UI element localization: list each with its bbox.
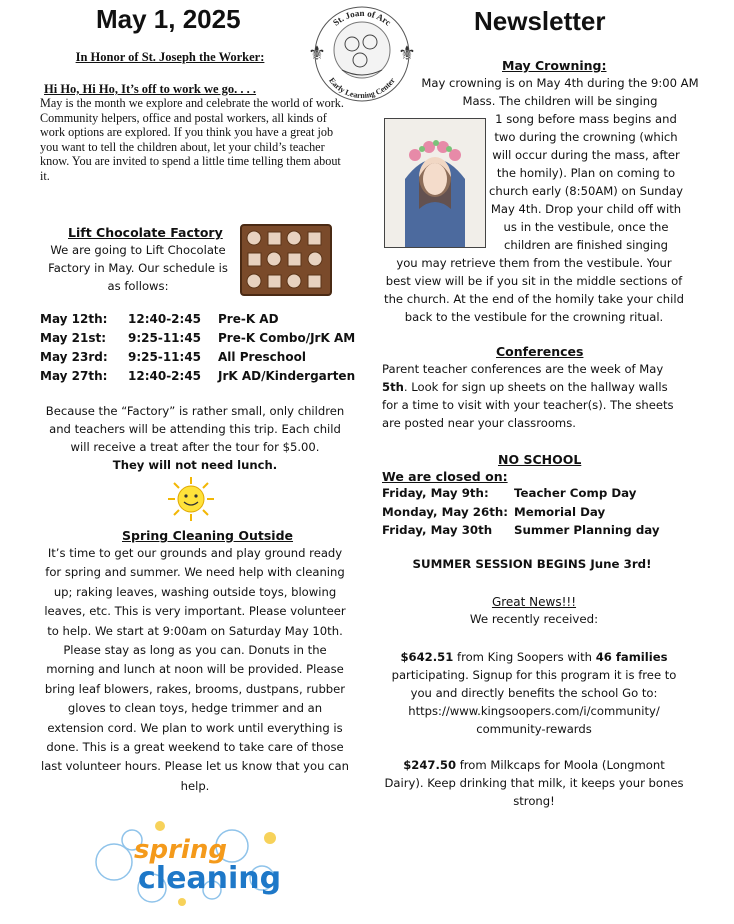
schedule-group: Pre-K AD: [218, 312, 279, 326]
closed-date: Friday, May 30th: [382, 523, 493, 537]
hiho-heading: Hi Ho, Hi Ho, It’s off to work we go. . . .: [44, 82, 257, 96]
mc-text: from Milkcaps for Moola (Longmont Dairy). Keep drinking that milk, it keeps your bones strong!: [384, 758, 684, 808]
honor-heading: In Honor of St. Joseph the Worker:: [75, 50, 265, 64]
spring-cleaning-logo: [92, 818, 292, 908]
conferences-text-b: . Look for sign up sheets on the hallway walls for a time to visit with your teacher(s). The sheets are posted near your classrooms.: [382, 380, 674, 430]
crowning-heading: May Crowning:: [502, 58, 607, 73]
ks-amount: $642.51: [400, 650, 454, 664]
newsletter-title: Newsletter: [474, 6, 606, 36]
king-soopers-note: [384, 648, 684, 738]
schedule-group: Pre-K Combo/JrK AM: [218, 331, 356, 345]
ks-text-a: from King Soopers with: [453, 650, 596, 664]
schedule-group: JrK AD/Kindergarten: [218, 369, 356, 383]
schedule-time: 12:40-2:45: [128, 369, 202, 383]
svg-text:Early Learning Center: Early Learning Center: [327, 76, 397, 101]
schedule-time: 9:25-11:45: [128, 331, 202, 345]
mary-image: [384, 118, 486, 248]
schedule-time: 9:25-11:45: [128, 350, 202, 364]
milkcaps-note: [384, 756, 684, 810]
schedule-date: May 12th:: [40, 312, 108, 326]
lift-body: We are going to Lift Chocolate Factory in May. Our schedule is as follows:: [48, 243, 228, 293]
schedule-group: All Preschool: [218, 350, 306, 364]
closed-reason: Teacher Comp Day: [514, 486, 637, 500]
svg-text:⚜: ⚜: [398, 41, 416, 65]
spring-body: It’s time to get our grounds and play ground ready for spring and summer. We need help with cleaning up; raking leaves, washing outside toys, blowing leaves, etc. This is very important. Please volunteer to help. We start at 9:00am on Saturday May 10th. Please stay as long as you can. Donuts in the morning and lunch at noon will be provided. Please bring leaf blowers, rakes, brooms, dustpans, rubber gloves to clean toys, hedge trimmer and an extension cord. We plan to work until everything is done. This is a great weekend to take care of those last volunteer hours. Please let us know that you can help.: [40, 546, 350, 793]
crowning-details: 1 song before mass begins and two during the crowning (which will occur during the mass, after the homily). Plan on coming to church early (8:50AM) on Sunday May 4th. Drop your child off with us in the vestibule, once the children are finished singing: [489, 112, 683, 252]
schedule-date: May 27th:: [40, 369, 108, 383]
svg-text:cleaning: cleaning: [138, 861, 282, 896]
conferences-body: [382, 360, 686, 432]
no-school-heading: NO SCHOOL: [498, 452, 582, 467]
conferences-heading: Conferences: [496, 344, 584, 359]
closed-reason: Memorial Day: [514, 504, 606, 519]
svg-text:spring: spring: [134, 835, 227, 865]
svg-text:⚜: ⚜: [308, 41, 326, 65]
factory-note: [40, 402, 350, 474]
school-logo: [302, 0, 422, 108]
chocolate-box-image: [240, 224, 332, 296]
closed-date: Friday, May 9th:: [382, 486, 489, 500]
summer-session: SUMMER SESSION BEGINS June 3rd!: [412, 557, 652, 571]
crowning-details-cont: you may retrieve them from the vestibule. Your best view will be if you sit in the middle sections of the church. At the end of the homily take your child back to the vestibule for the crowning ritual.: [384, 256, 684, 324]
closed-date: Monday, May 26th:: [382, 504, 508, 519]
great-news-heading: Great News!!!: [491, 595, 577, 609]
conferences-text-a: Parent teacher conferences are the week of May: [382, 362, 664, 376]
factory-note-text: Because the “Factory” is rather small, only children and teachers will be attending this trip. Each child will receive a treat after the tour for $5.00.: [45, 404, 345, 454]
svg-text:St. Joan of Arc: St. Joan of Arc: [331, 7, 394, 28]
hiho-body: May is the month we explore and celebrate the world of work. Community helpers, office and postal workers, all kinds of work options are explored. If you think you have a great job you want to tell the children about, let your child’s teacher know. You are invited to spend a little time telling them about it.: [40, 96, 344, 183]
factory-note-bold: They will not need lunch.: [112, 458, 278, 472]
ks-families: 46 families: [595, 650, 668, 664]
conferences-bold: 5th: [382, 380, 404, 394]
great-news-sub: We recently received:: [469, 612, 599, 626]
ks-text-b: participating. Signup for this program it is free to you and directly benefits the school Go to: https://www.kingsoopers.com/i/community/ community-rewards: [391, 668, 677, 736]
schedule-date: May 23rd:: [40, 350, 108, 364]
closed-heading: We are closed on:: [382, 469, 508, 484]
spring-heading: Spring Cleaning Outside: [122, 528, 294, 543]
lift-heading: Lift Chocolate Factory: [68, 225, 223, 240]
schedule-date: May 21st:: [40, 331, 107, 345]
closed-reason: Summer Planning day: [514, 523, 660, 537]
schedule-time: 12:40-2:45: [128, 312, 202, 326]
sun-icon: [164, 476, 218, 526]
mc-amount: $247.50: [403, 758, 457, 772]
newsletter-date: May 1, 2025: [96, 4, 241, 34]
crowning-intro: May crowning is on May 4th during the 9:00 AM Mass. The children will be singing: [421, 76, 699, 108]
